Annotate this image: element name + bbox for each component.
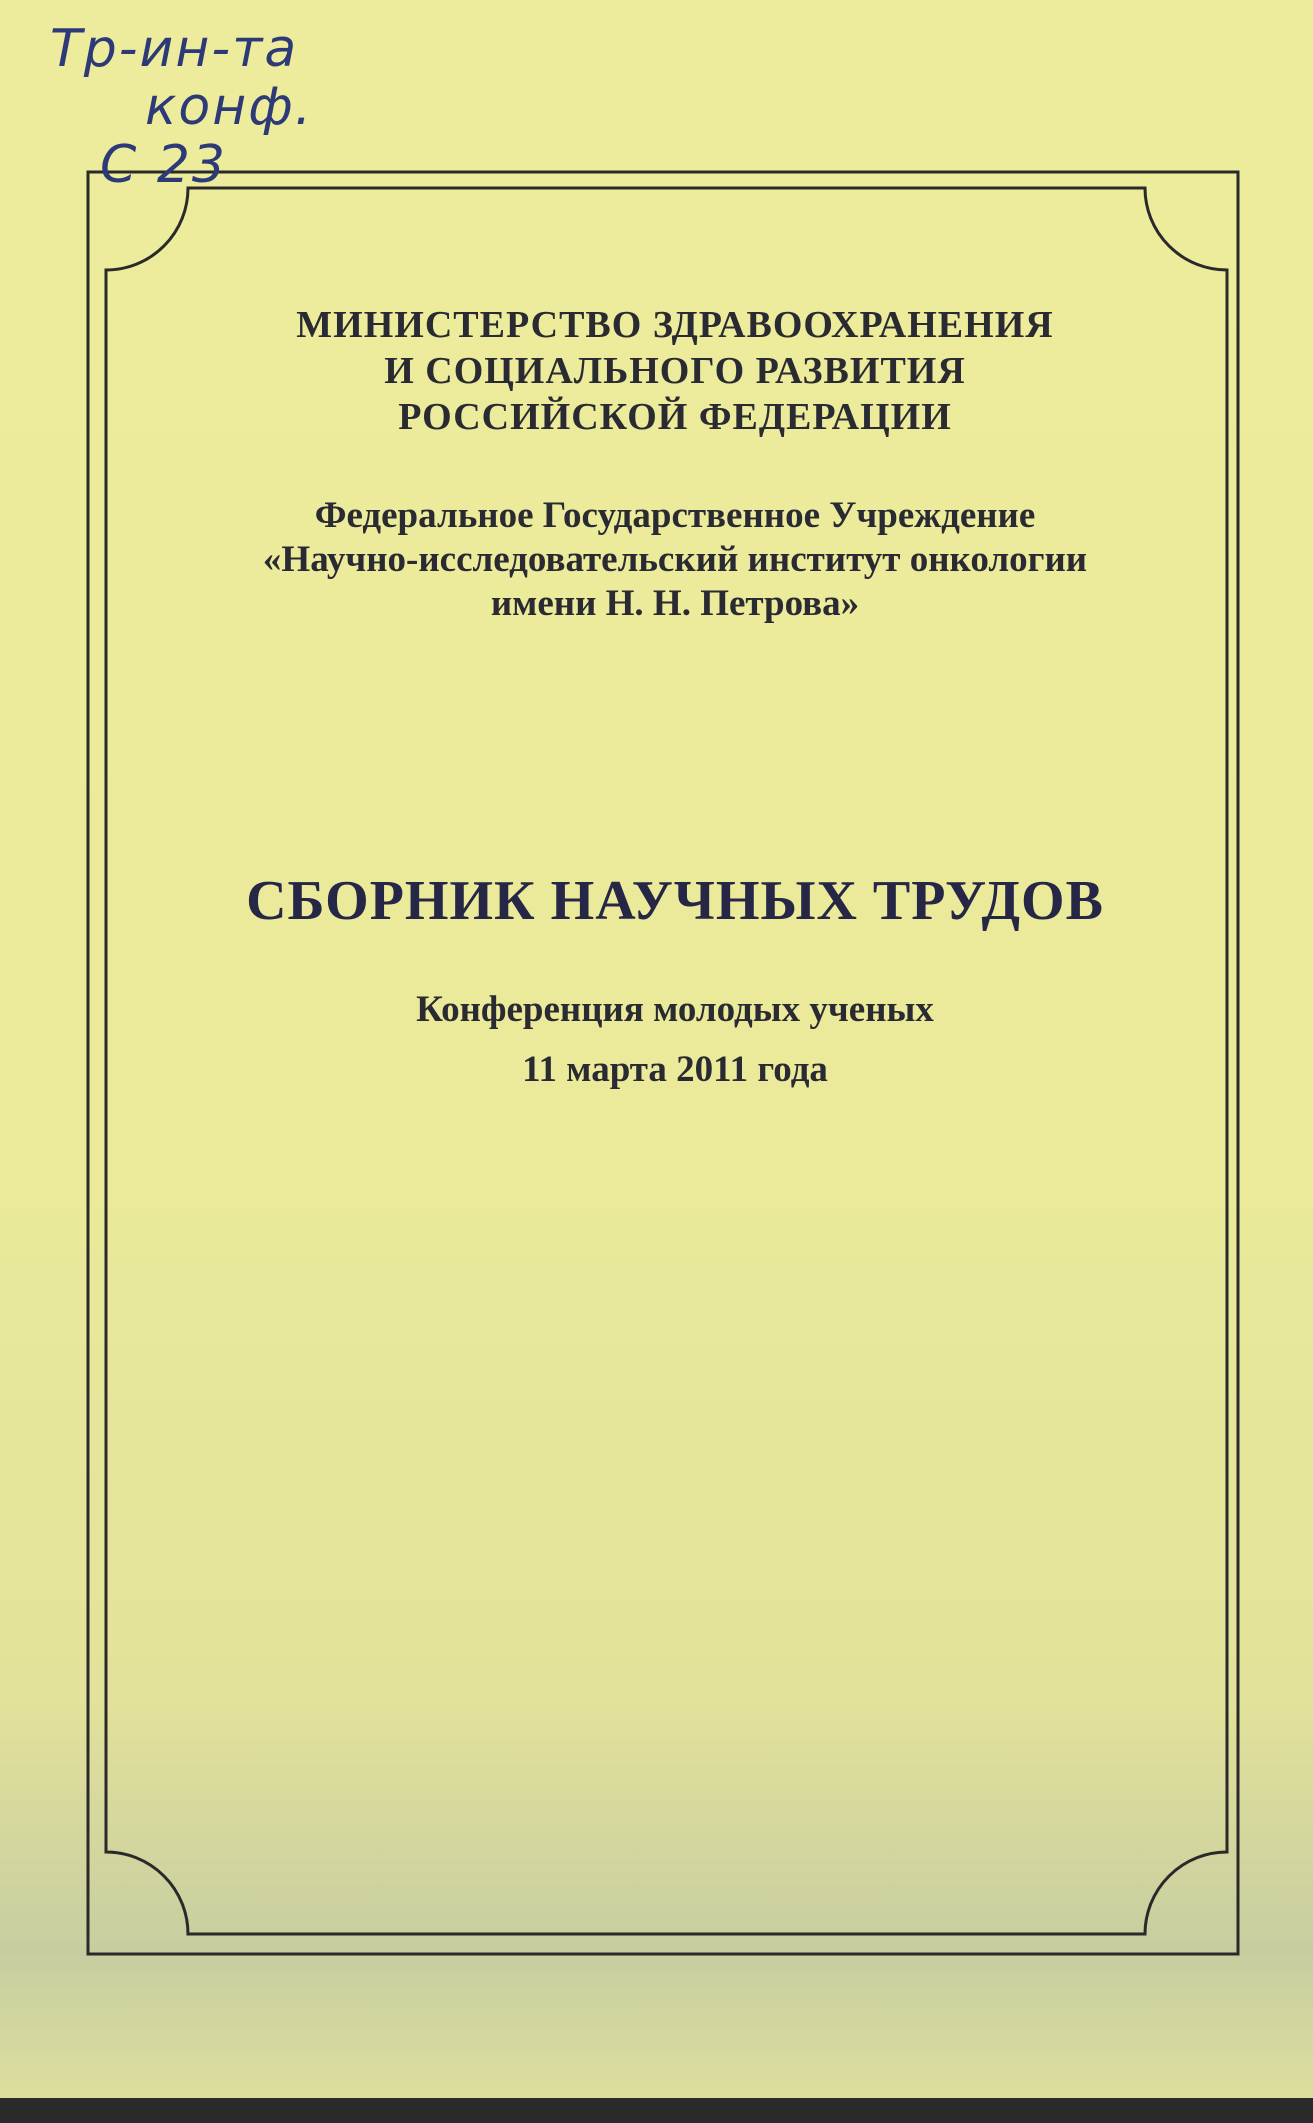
scan-bottom-edge: [0, 2098, 1313, 2123]
conference-date: 11 марта 2011 года: [522, 1049, 828, 1090]
handwritten-line: конф.: [145, 77, 314, 137]
ministry-line: МИНИСТЕРСТВО ЗДРАВООХРАНЕНИЯ: [296, 304, 1054, 346]
handwritten-line: Тр-ин-та: [50, 19, 299, 79]
ministry-line: И СОЦИАЛЬНОГО РАЗВИТИЯ: [384, 350, 966, 392]
handwritten-line: С 23: [100, 135, 228, 195]
institution-line: «Научно-исследовательский институт онкологии: [262, 539, 1088, 580]
ministry-line: РОССИЙСКОЙ ФЕДЕРАЦИИ: [398, 396, 952, 438]
handwritten-shelf-note: [50, 20, 313, 194]
ministry-heading: [160, 302, 1190, 440]
institution-line: Федеральное Государственное Учреждение: [314, 495, 1036, 536]
conference-name: Конференция молодых ученых: [416, 989, 934, 1030]
institution-heading: [160, 494, 1190, 626]
document-title: СБОРНИК НАУЧНЫХ ТРУДОВ: [246, 870, 1104, 932]
institution-line: имени Н. Н. Петрова»: [490, 583, 860, 624]
conference-info: [160, 980, 1190, 1100]
